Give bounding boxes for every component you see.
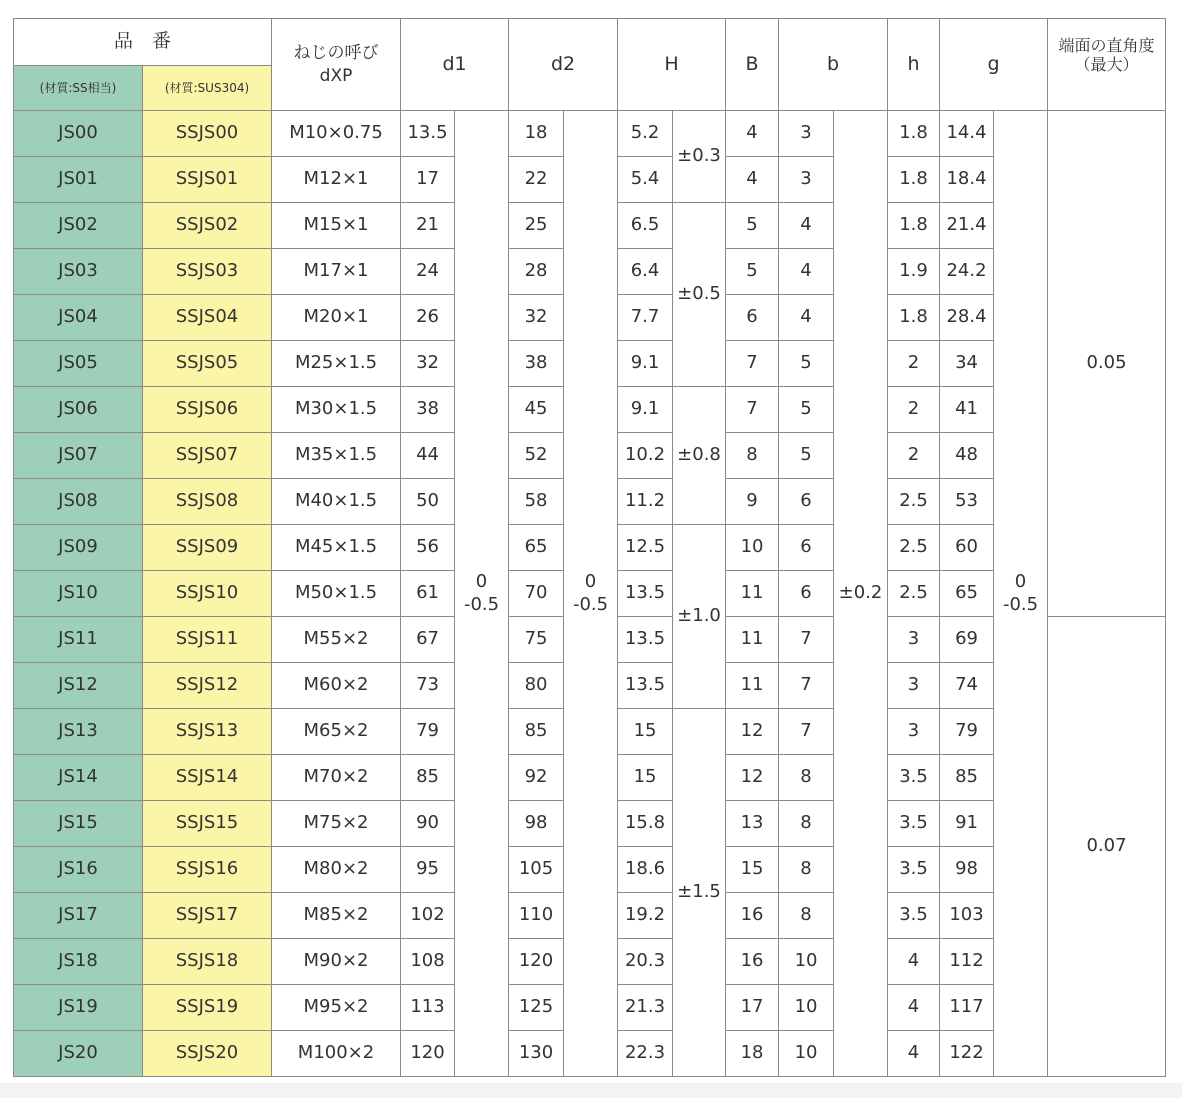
part-no-ss: JS07 (14, 433, 143, 479)
d2-value: 52 (509, 433, 564, 479)
part-no-sus: SSJS03 (143, 249, 272, 295)
thread-size: M85×2 (272, 893, 401, 939)
H-value: 13.5 (618, 571, 673, 617)
part-no-sus: SSJS20 (143, 1031, 272, 1077)
part-no-ss: JS20 (14, 1031, 143, 1077)
B-value: 13 (726, 801, 779, 847)
b-value: 7 (779, 709, 834, 755)
H-value: 15 (618, 709, 673, 755)
part-no-ss: JS00 (14, 111, 143, 157)
g-value: 91 (940, 801, 994, 847)
part-no-sus: SSJS17 (143, 893, 272, 939)
b-value: 8 (779, 893, 834, 939)
g-value: 85 (940, 755, 994, 801)
d2-value: 80 (509, 663, 564, 709)
d2-value: 130 (509, 1031, 564, 1077)
d1-value: 17 (401, 157, 455, 203)
H-value: 22.3 (618, 1031, 673, 1077)
d2-value: 22 (509, 157, 564, 203)
d1-value: 108 (401, 939, 455, 985)
h-value: 3 (888, 663, 940, 709)
g-value: 112 (940, 939, 994, 985)
H-value: 5.2 (618, 111, 673, 157)
B-value: 16 (726, 939, 779, 985)
d1-value: 50 (401, 479, 455, 525)
part-no-sus: SSJS15 (143, 801, 272, 847)
part-no-sus: SSJS06 (143, 387, 272, 433)
thread-size: M25×1.5 (272, 341, 401, 387)
h-value: 2.5 (888, 479, 940, 525)
H-value: 19.2 (618, 893, 673, 939)
part-no-sus: SSJS07 (143, 433, 272, 479)
thread-size: M50×1.5 (272, 571, 401, 617)
b-tolerance: ±0.2 (834, 111, 888, 1077)
part-no-ss: JS10 (14, 571, 143, 617)
B-value: 5 (726, 249, 779, 295)
g-value: 74 (940, 663, 994, 709)
h-value: 3.5 (888, 801, 940, 847)
h-value: 2 (888, 433, 940, 479)
d2-header: d2 (509, 19, 618, 111)
H-value: 13.5 (618, 617, 673, 663)
H-value: 18.6 (618, 847, 673, 893)
b-value: 10 (779, 1031, 834, 1077)
thread-size: M35×1.5 (272, 433, 401, 479)
H-value: 21.3 (618, 985, 673, 1031)
d2-value: 28 (509, 249, 564, 295)
d1-value: 90 (401, 801, 455, 847)
d1-tolerance-lower: -0.5 (463, 593, 500, 615)
g-value: 34 (940, 341, 994, 387)
h-value: 4 (888, 939, 940, 985)
squareness-value: 0.07 (1048, 617, 1166, 1077)
thread-size: M90×2 (272, 939, 401, 985)
d1-value: 24 (401, 249, 455, 295)
h-header: h (888, 19, 940, 111)
part-no-sus: SSJS16 (143, 847, 272, 893)
d2-value: 25 (509, 203, 564, 249)
d2-tolerance-lower: -0.5 (572, 593, 609, 615)
h-value: 1.8 (888, 203, 940, 249)
d2-value: 38 (509, 341, 564, 387)
part-no-ss: JS04 (14, 295, 143, 341)
H-value: 5.4 (618, 157, 673, 203)
material-ss-header: (材質:SS相当) (14, 66, 143, 111)
d2-value: 65 (509, 525, 564, 571)
H-value: 12.5 (618, 525, 673, 571)
part-no-ss: JS01 (14, 157, 143, 203)
g-value: 60 (940, 525, 994, 571)
H-value: 20.3 (618, 939, 673, 985)
g-value: 18.4 (940, 157, 994, 203)
H-value: 13.5 (618, 663, 673, 709)
h-value: 3.5 (888, 755, 940, 801)
b-value: 4 (779, 295, 834, 341)
B-value: 8 (726, 433, 779, 479)
d2-value: 98 (509, 801, 564, 847)
d1-tolerance (455, 111, 509, 1077)
B-value: 15 (726, 847, 779, 893)
b-value: 8 (779, 755, 834, 801)
d2-tolerance-upper: 0 (584, 571, 597, 592)
g-value: 14.4 (940, 111, 994, 157)
b-value: 8 (779, 801, 834, 847)
part-no-ss: JS11 (14, 617, 143, 663)
part-no-ss: JS14 (14, 755, 143, 801)
thread-size: M55×2 (272, 617, 401, 663)
B-value: 12 (726, 709, 779, 755)
B-value: 12 (726, 755, 779, 801)
d2-value: 125 (509, 985, 564, 1031)
part-no-sus: SSJS00 (143, 111, 272, 157)
thread-header-line1: ねじの呼び (293, 43, 379, 64)
d2-tolerance (564, 111, 618, 1077)
g-value: 24.2 (940, 249, 994, 295)
part-no-ss: JS16 (14, 847, 143, 893)
B-value: 4 (726, 111, 779, 157)
b-value: 7 (779, 663, 834, 709)
d1-value: 21 (401, 203, 455, 249)
part-no-sus: SSJS04 (143, 295, 272, 341)
H-header: H (618, 19, 726, 111)
H-value: 6.4 (618, 249, 673, 295)
b-value: 6 (779, 525, 834, 571)
part-no-ss: JS13 (14, 709, 143, 755)
d2-value: 58 (509, 479, 564, 525)
B-value: 16 (726, 893, 779, 939)
H-tolerance: ±1.5 (673, 709, 726, 1077)
g-header: g (940, 19, 1048, 111)
thread-size: M65×2 (272, 709, 401, 755)
b-value: 3 (779, 157, 834, 203)
B-value: 11 (726, 571, 779, 617)
B-value: 11 (726, 663, 779, 709)
squareness-header (1048, 19, 1166, 111)
thread-size: M12×1 (272, 157, 401, 203)
b-value: 5 (779, 433, 834, 479)
g-value: 28.4 (940, 295, 994, 341)
thread-size: M17×1 (272, 249, 401, 295)
B-header: B (726, 19, 779, 111)
d2-value: 110 (509, 893, 564, 939)
B-value: 9 (726, 479, 779, 525)
H-value: 7.7 (618, 295, 673, 341)
thread-header (272, 19, 401, 111)
g-value: 41 (940, 387, 994, 433)
part-no-ss: JS08 (14, 479, 143, 525)
b-value: 4 (779, 249, 834, 295)
h-value: 2.5 (888, 525, 940, 571)
g-value: 117 (940, 985, 994, 1031)
g-tolerance-lower: -0.5 (1002, 593, 1039, 615)
d1-value: 113 (401, 985, 455, 1031)
thread-size: M20×1 (272, 295, 401, 341)
h-value: 2 (888, 387, 940, 433)
part-no-sus: SSJS19 (143, 985, 272, 1031)
table-body (14, 111, 1166, 1077)
part-no-sus: SSJS02 (143, 203, 272, 249)
d1-value: 56 (401, 525, 455, 571)
h-value: 3.5 (888, 847, 940, 893)
g-value: 98 (940, 847, 994, 893)
B-value: 18 (726, 1031, 779, 1077)
H-value: 15 (618, 755, 673, 801)
d1-value: 79 (401, 709, 455, 755)
table-row (14, 111, 1166, 157)
d2-value: 70 (509, 571, 564, 617)
part-no-ss: JS09 (14, 525, 143, 571)
g-value: 69 (940, 617, 994, 663)
part-no-ss: JS12 (14, 663, 143, 709)
h-value: 1.8 (888, 111, 940, 157)
d1-value: 67 (401, 617, 455, 663)
thread-size: M40×1.5 (272, 479, 401, 525)
squareness-header-line1: 端面の直角度 (1058, 35, 1155, 55)
B-value: 4 (726, 157, 779, 203)
g-value: 122 (940, 1031, 994, 1077)
d2-value: 18 (509, 111, 564, 157)
H-value: 11.2 (618, 479, 673, 525)
b-value: 7 (779, 617, 834, 663)
h-value: 2 (888, 341, 940, 387)
d1-value: 102 (401, 893, 455, 939)
d2-value: 92 (509, 755, 564, 801)
d2-value: 32 (509, 295, 564, 341)
thread-size: M70×2 (272, 755, 401, 801)
h-value: 3 (888, 709, 940, 755)
squareness-header-line2: （最大） (1074, 54, 1139, 74)
part-no-sus: SSJS01 (143, 157, 272, 203)
h-value: 4 (888, 985, 940, 1031)
H-tolerance: ±0.5 (673, 203, 726, 387)
g-value: 79 (940, 709, 994, 755)
g-tolerance (994, 111, 1048, 1077)
d1-value: 120 (401, 1031, 455, 1077)
d1-header: d1 (401, 19, 509, 111)
H-value: 9.1 (618, 387, 673, 433)
d1-value: 61 (401, 571, 455, 617)
part-no-ss: JS17 (14, 893, 143, 939)
B-value: 5 (726, 203, 779, 249)
d2-value: 85 (509, 709, 564, 755)
thread-size: M95×2 (272, 985, 401, 1031)
b-value: 4 (779, 203, 834, 249)
H-value: 10.2 (618, 433, 673, 479)
d1-value: 85 (401, 755, 455, 801)
h-value: 2.5 (888, 571, 940, 617)
part-no-sus: SSJS05 (143, 341, 272, 387)
d1-value: 13.5 (401, 111, 455, 157)
thread-header-line2: dXP (319, 65, 353, 86)
b-value: 10 (779, 985, 834, 1031)
H-value: 15.8 (618, 801, 673, 847)
d1-tolerance-upper: 0 (475, 571, 488, 592)
header-row (14, 19, 1166, 66)
g-value: 48 (940, 433, 994, 479)
h-value: 3 (888, 617, 940, 663)
b-value: 8 (779, 847, 834, 893)
h-value: 4 (888, 1031, 940, 1077)
part-no-sus: SSJS13 (143, 709, 272, 755)
d1-value: 73 (401, 663, 455, 709)
b-value: 5 (779, 387, 834, 433)
d2-value: 120 (509, 939, 564, 985)
d2-value: 75 (509, 617, 564, 663)
H-value: 9.1 (618, 341, 673, 387)
b-value: 10 (779, 939, 834, 985)
thread-size: M60×2 (272, 663, 401, 709)
B-value: 11 (726, 617, 779, 663)
b-value: 3 (779, 111, 834, 157)
b-header: b (779, 19, 888, 111)
part-no-ss: JS02 (14, 203, 143, 249)
g-tolerance-upper: 0 (1014, 571, 1027, 592)
thread-size: M15×1 (272, 203, 401, 249)
h-value: 3.5 (888, 893, 940, 939)
h-value: 1.8 (888, 295, 940, 341)
d2-value: 105 (509, 847, 564, 893)
h-value: 1.8 (888, 157, 940, 203)
H-tolerance: ±0.3 (673, 111, 726, 203)
B-value: 6 (726, 295, 779, 341)
g-value: 53 (940, 479, 994, 525)
part-no-ss: JS03 (14, 249, 143, 295)
thread-size: M75×2 (272, 801, 401, 847)
g-value: 65 (940, 571, 994, 617)
g-value: 103 (940, 893, 994, 939)
thread-size: M100×2 (272, 1031, 401, 1077)
part-no-ss: JS05 (14, 341, 143, 387)
thread-size: M30×1.5 (272, 387, 401, 433)
spec-table (13, 18, 1166, 1077)
B-value: 10 (726, 525, 779, 571)
part-no-sus: SSJS11 (143, 617, 272, 663)
thread-size: M10×0.75 (272, 111, 401, 157)
d1-value: 32 (401, 341, 455, 387)
b-value: 5 (779, 341, 834, 387)
material-sus-header: (材質:SUS304) (143, 66, 272, 111)
part-no-sus: SSJS09 (143, 525, 272, 571)
thread-size: M80×2 (272, 847, 401, 893)
d1-value: 26 (401, 295, 455, 341)
d1-value: 95 (401, 847, 455, 893)
part-no-ss: JS18 (14, 939, 143, 985)
d2-value: 45 (509, 387, 564, 433)
g-value: 21.4 (940, 203, 994, 249)
d1-value: 44 (401, 433, 455, 479)
squareness-value: 0.05 (1048, 111, 1166, 617)
part-no-ss: JS19 (14, 985, 143, 1031)
part-no-sus: SSJS18 (143, 939, 272, 985)
H-tolerance: ±0.8 (673, 387, 726, 525)
page-bottom-band (0, 1083, 1182, 1098)
part-no-sus: SSJS12 (143, 663, 272, 709)
B-value: 17 (726, 985, 779, 1031)
b-value: 6 (779, 479, 834, 525)
h-value: 1.9 (888, 249, 940, 295)
part-no-ss: JS15 (14, 801, 143, 847)
H-value: 6.5 (618, 203, 673, 249)
thread-size: M45×1.5 (272, 525, 401, 571)
part-no-ss: JS06 (14, 387, 143, 433)
part-no-sus: SSJS08 (143, 479, 272, 525)
part-no-sus: SSJS14 (143, 755, 272, 801)
b-value: 6 (779, 571, 834, 617)
part-number-header: 品 番 (14, 19, 272, 66)
part-no-sus: SSJS10 (143, 571, 272, 617)
H-tolerance: ±1.0 (673, 525, 726, 709)
B-value: 7 (726, 387, 779, 433)
d1-value: 38 (401, 387, 455, 433)
B-value: 7 (726, 341, 779, 387)
